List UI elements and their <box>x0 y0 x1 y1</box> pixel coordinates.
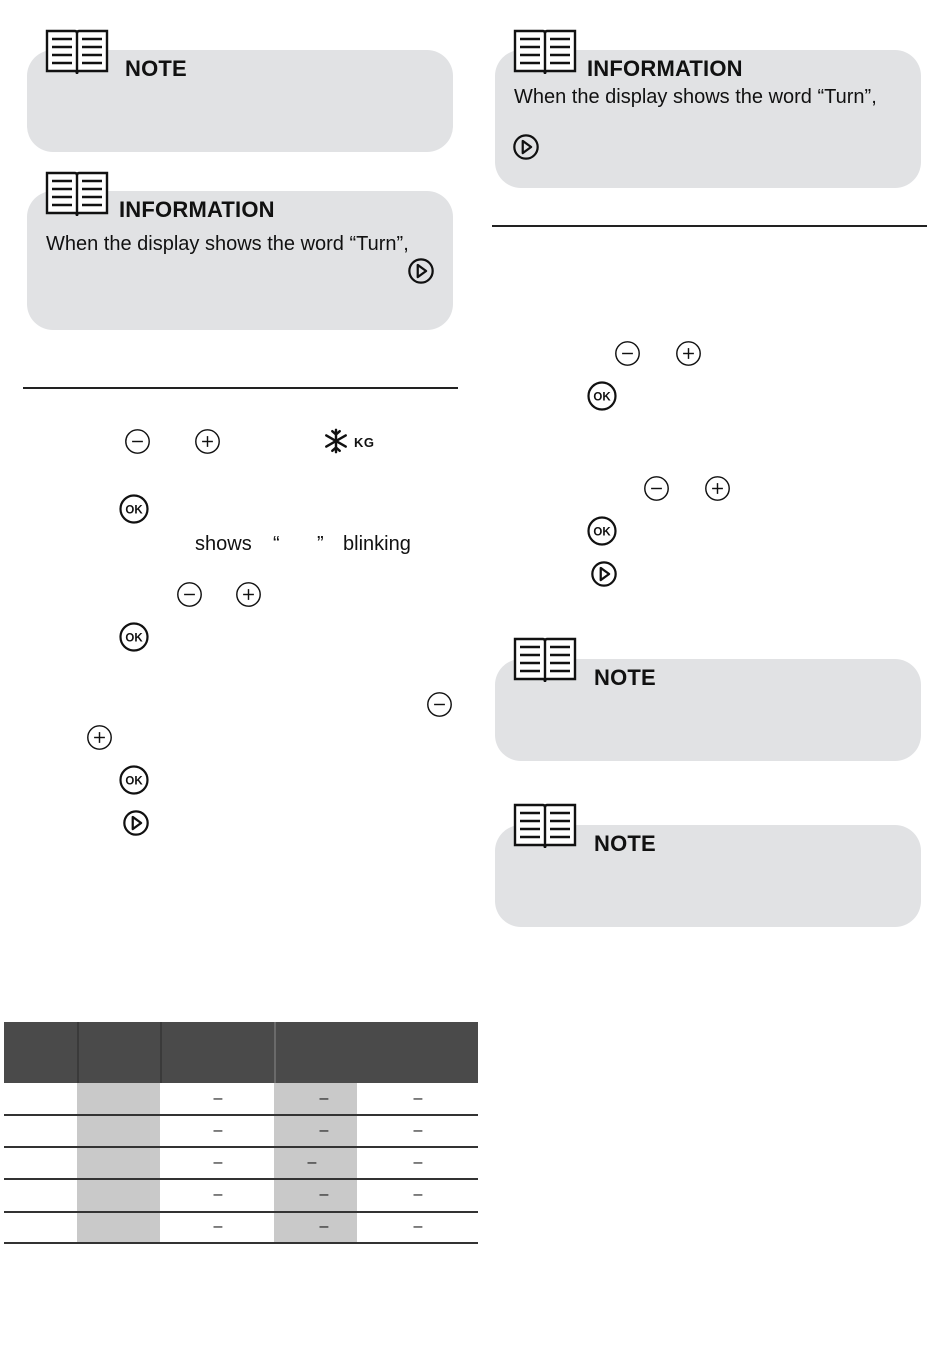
minus-circle-icon <box>124 428 151 455</box>
minus-circle-icon <box>426 691 453 718</box>
svg-text:OK: OK <box>125 775 143 788</box>
table-cell: – <box>413 1218 423 1235</box>
start-play-icon <box>407 257 435 285</box>
note-title: NOTE <box>594 831 656 856</box>
section-divider <box>492 225 927 227</box>
section-divider <box>23 387 458 389</box>
ok-button-icon <box>119 494 149 524</box>
table-cell: – <box>213 1218 223 1235</box>
svg-text:OK: OK <box>125 632 143 645</box>
table-header <box>4 1022 478 1083</box>
book-icon <box>512 28 578 78</box>
table-cell: – <box>413 1186 423 1203</box>
table-cell: – <box>319 1090 329 1107</box>
information-title: INFORMATION <box>587 56 743 81</box>
table-cell: – <box>213 1122 223 1139</box>
information-text: When the display shows the word “Turn”, <box>514 86 877 108</box>
note-title: NOTE <box>125 56 187 81</box>
book-icon <box>44 28 110 78</box>
ok-button-icon <box>119 765 149 795</box>
plus-circle-icon <box>86 724 113 751</box>
plus-circle-icon <box>704 475 731 502</box>
book-icon <box>512 802 578 852</box>
open-quote: “ <box>273 533 280 555</box>
start-play-icon <box>512 133 540 161</box>
svg-text:OK: OK <box>593 391 611 404</box>
table-cell: – <box>413 1090 423 1107</box>
note-title: NOTE <box>594 665 656 690</box>
table-cell: – <box>213 1154 223 1171</box>
book-icon <box>44 170 110 220</box>
table-cell: – <box>213 1186 223 1203</box>
minus-circle-icon <box>614 340 641 367</box>
table-shaded-column <box>77 1083 160 1243</box>
svg-text:OK: OK <box>125 504 143 517</box>
snowflake-icon <box>322 427 350 455</box>
book-icon <box>512 636 578 686</box>
plus-circle-icon <box>235 581 262 608</box>
table-cell: – <box>213 1090 223 1107</box>
start-play-icon <box>122 809 150 837</box>
table-cell: – <box>319 1186 329 1203</box>
table-cell: – <box>413 1122 423 1139</box>
plus-circle-icon <box>675 340 702 367</box>
close-quote: ” <box>317 533 324 555</box>
svg-text:OK: OK <box>593 526 611 539</box>
minus-circle-icon <box>176 581 203 608</box>
kg-label: KG <box>354 435 375 450</box>
table-cell: – <box>307 1154 317 1171</box>
information-text: When the display shows the word “Turn”, <box>46 233 409 255</box>
ok-button-icon <box>119 622 149 652</box>
ok-button-icon <box>587 381 617 411</box>
shows-text: shows <box>195 533 252 555</box>
start-play-icon <box>590 560 618 588</box>
table-cell: – <box>319 1218 329 1235</box>
information-title: INFORMATION <box>119 197 275 222</box>
table-cell: – <box>319 1122 329 1139</box>
plus-circle-icon <box>194 428 221 455</box>
minus-circle-icon <box>643 475 670 502</box>
table-cell: – <box>413 1154 423 1171</box>
ok-button-icon <box>587 516 617 546</box>
blinking-text: blinking <box>343 533 411 555</box>
